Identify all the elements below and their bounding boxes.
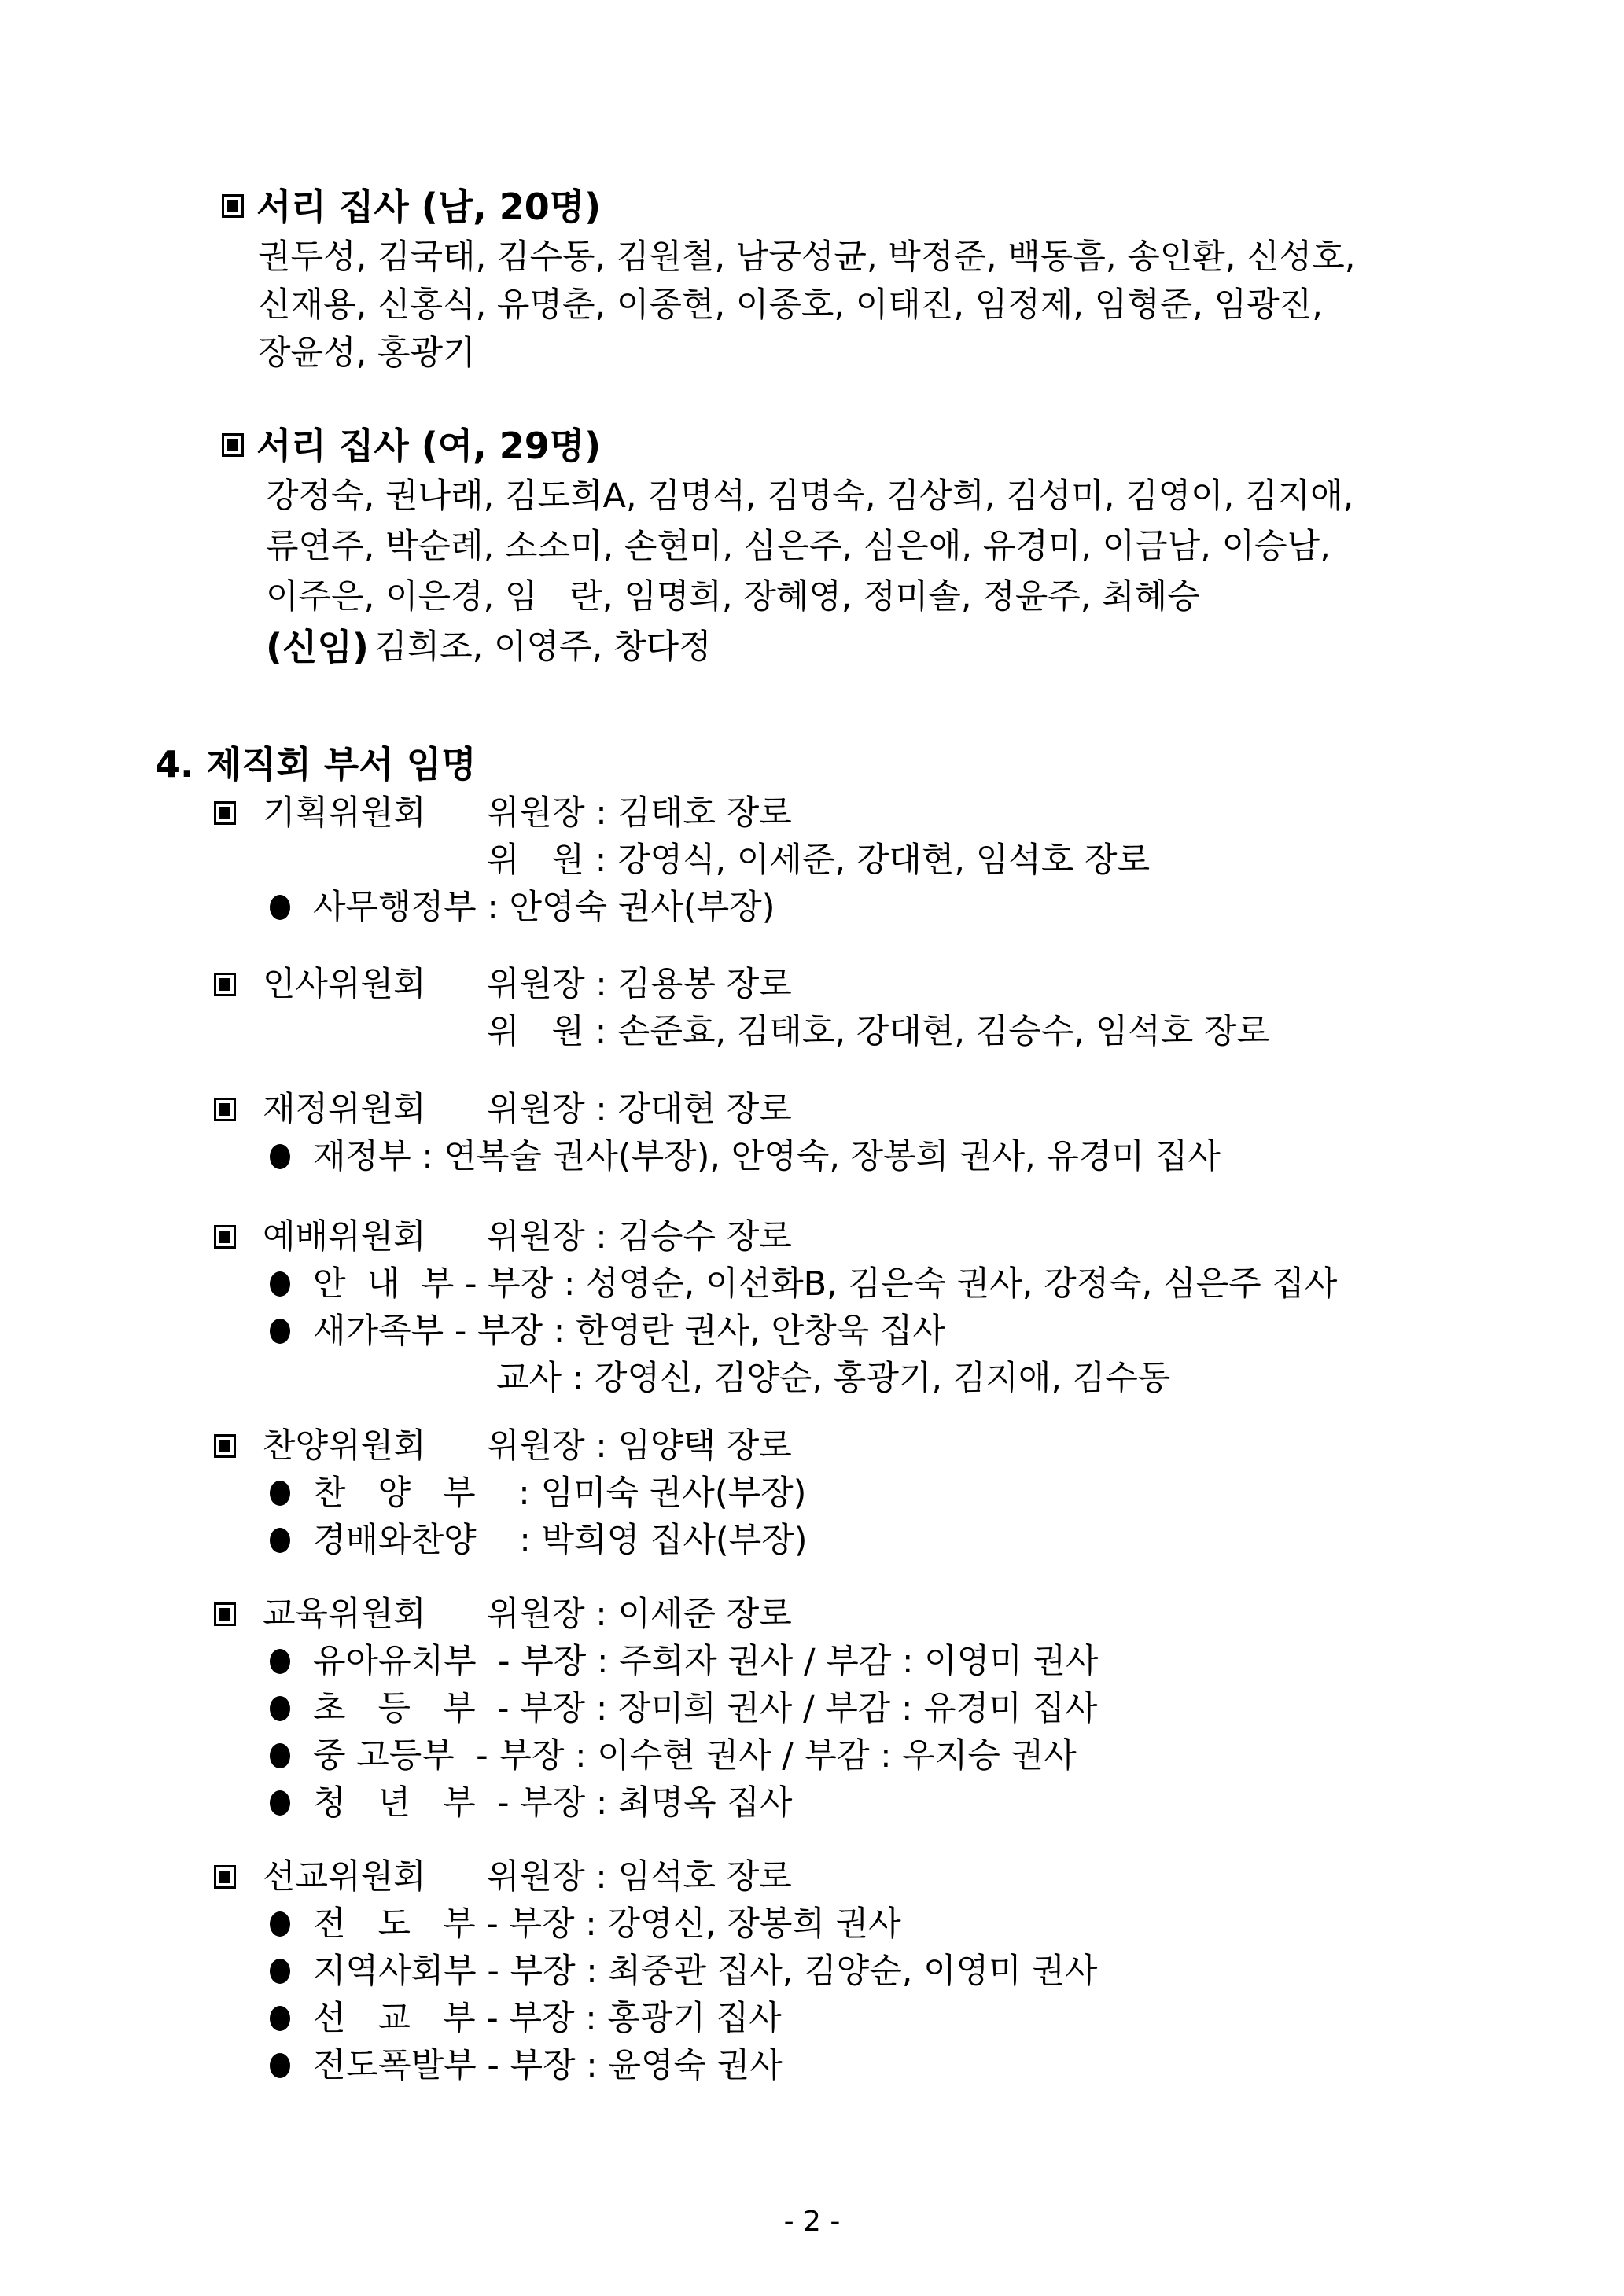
- committee-name: 예배위원회: [263, 1217, 426, 1257]
- square-bullet-icon: [214, 1225, 236, 1249]
- department-line: 안 내 부 - 부장 : 성영순, 이선화B, 김은숙 권사, 강정숙, 심은주 집사: [313, 1264, 1338, 1304]
- name-list-line: 권두성, 김국태, 김수동, 김원철, 남궁성균, 박정준, 백동흠, 송인환, 신성호,: [258, 237, 1356, 277]
- bullet-icon: [270, 1528, 290, 1553]
- square-bullet-icon: [214, 1098, 236, 1121]
- name-list-line: 이주은, 이은경, 임 란, 임명희, 장혜영, 정미솔, 정윤주, 최혜승: [266, 577, 1200, 616]
- square-bullet-icon: [214, 1865, 236, 1889]
- bullet-icon: [270, 1911, 290, 1937]
- committee-name: 선교위원회: [263, 1857, 426, 1897]
- section-title: 서리 집사 (남, 20명): [256, 186, 602, 228]
- bullet-icon: [270, 2006, 290, 2031]
- department-line: 초 등 부 - 부장 : 장미희 권사 / 부감 : 유경미 집사: [313, 1689, 1098, 1728]
- department-line: 선 교 부 - 부장 : 홍광기 집사: [313, 1999, 782, 2038]
- bullet-icon: [270, 1696, 290, 1721]
- committee-role-line: 위원장 : 김용봉 장로: [487, 965, 792, 1004]
- committee-role-line: 위원장 : 김태호 장로: [487, 793, 792, 833]
- bullet-icon: [270, 1319, 290, 1344]
- committee-role-line: 위원장 : 임양택 장로: [487, 1426, 792, 1466]
- bullet-icon: [270, 1959, 290, 1984]
- department-line: 유아유치부 - 부장 : 주희자 권사 / 부감 : 이영미 권사: [313, 1642, 1099, 1681]
- department-line: 새가족부 - 부장 : 한영란 권사, 안창욱 집사: [313, 1312, 945, 1351]
- bullet-icon: [270, 1790, 290, 1816]
- committee-name: 재정위원회: [263, 1090, 426, 1129]
- new-label: (신임): [266, 626, 369, 668]
- committee-role-line: 위 원 : 손준효, 김태호, 강대현, 김승수, 임석호 장로: [487, 1012, 1270, 1051]
- bullet-icon: [270, 1144, 290, 1169]
- department-line: 재정부 : 연복술 권사(부장), 안영숙, 장봉희 권사, 유경미 집사: [313, 1137, 1221, 1176]
- bullet-icon: [270, 1481, 290, 1506]
- name-list-line: 장윤성, 홍광기: [258, 333, 476, 373]
- name-list-line: 신재용, 신홍식, 유명춘, 이종현, 이종호, 이태진, 임정제, 임형준, 임광진,: [258, 285, 1323, 325]
- committee-role-line: 위원장 : 임석호 장로: [487, 1857, 792, 1897]
- committee-name: 인사위원회: [263, 965, 426, 1004]
- name-list-line: 강정숙, 권나래, 김도희A, 김명석, 김명숙, 김상희, 김성미, 김영이, 김지애,: [266, 476, 1354, 516]
- bullet-icon: [270, 895, 290, 920]
- committee-role-line: 위원장 : 강대현 장로: [487, 1090, 792, 1129]
- square-bullet-icon: [222, 194, 244, 218]
- committee-name: 교육위원회: [263, 1595, 426, 1634]
- section-title: 서리 집사 (여, 29명): [256, 425, 602, 467]
- department-line: 경배와찬양 : 박희영 집사(부장): [313, 1521, 808, 1560]
- committee-role-line: 위원장 : 김승수 장로: [487, 1217, 792, 1257]
- bullet-icon: [270, 1271, 290, 1297]
- committee-role-line: 위원장 : 이세준 장로: [487, 1595, 792, 1634]
- department-line: 지역사회부 - 부장 : 최중관 집사, 김양순, 이영미 권사: [313, 1952, 1098, 1991]
- name-list-line: 류연주, 박순례, 소소미, 손현미, 심은주, 심은애, 유경미, 이금남, 이승남,: [266, 527, 1331, 566]
- department-line: 찬 양 부 : 임미숙 권사(부장): [313, 1474, 807, 1513]
- new-names: 김희조, 이영주, 창다정: [374, 627, 712, 667]
- square-bullet-icon: [214, 1434, 236, 1458]
- bullet-icon: [270, 2053, 290, 2078]
- teacher-line: 교사 : 강영신, 김양순, 홍광기, 김지애, 김수동: [496, 1359, 1171, 1398]
- committee-role-line: 위 원 : 강영식, 이세준, 강대현, 임석호 장로: [487, 841, 1151, 880]
- committee-name: 기획위원회: [263, 793, 426, 833]
- main-title: 4. 제직회 부서 임명: [155, 743, 477, 786]
- department-line: 청 년 부 - 부장 : 최명옥 집사: [313, 1783, 793, 1823]
- department-line: 전 도 부 - 부장 : 강영신, 장봉희 권사: [313, 1904, 901, 1944]
- committee-name: 찬양위원회: [263, 1426, 426, 1466]
- bullet-icon: [270, 1649, 290, 1674]
- department-line: 중 고등부 - 부장 : 이수현 권사 / 부감 : 우지승 권사: [313, 1736, 1077, 1775]
- bullet-icon: [270, 1743, 290, 1768]
- square-bullet-icon: [214, 973, 236, 996]
- department-line: 사무행정부 : 안영숙 권사(부장): [313, 888, 775, 927]
- department-line: 전도폭발부 - 부장 : 윤영숙 권사: [313, 2046, 783, 2085]
- square-bullet-icon: [214, 801, 236, 825]
- square-bullet-icon: [222, 433, 244, 457]
- square-bullet-icon: [214, 1602, 236, 1626]
- page-number: - 2 -: [783, 2206, 841, 2238]
